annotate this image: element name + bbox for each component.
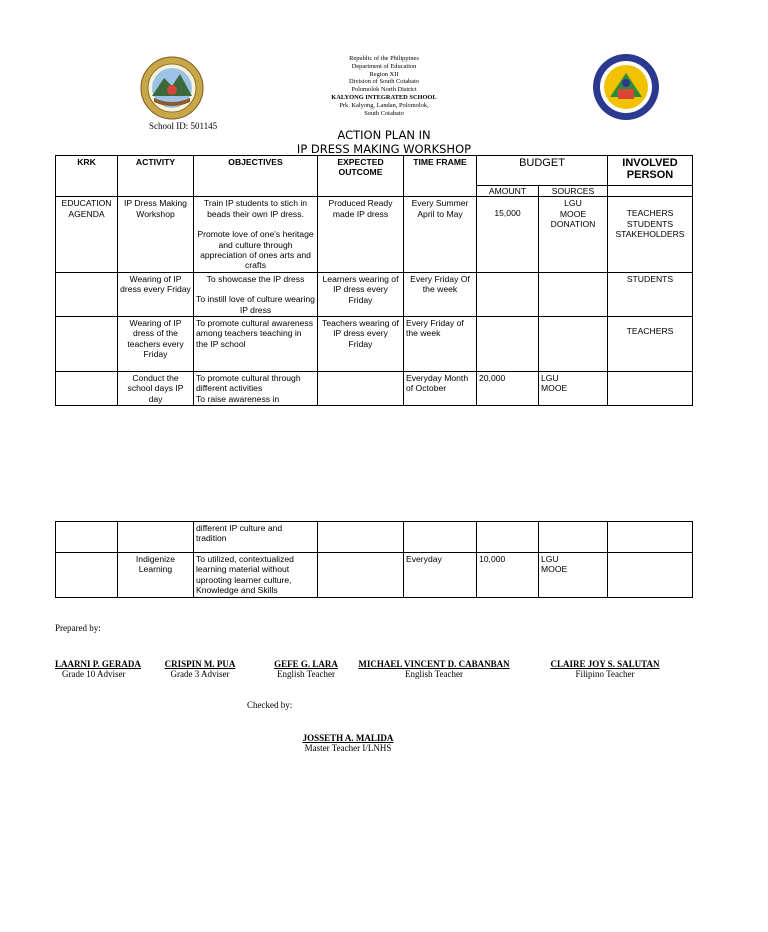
letterhead-line: Polomolok North District — [351, 86, 417, 94]
objective-text: To instill love of culture wearing IP dress — [196, 294, 315, 315]
signatory-role: Grade 3 Adviser — [170, 669, 230, 679]
letterhead-line: Prk. Kalyong, Landan, Polomolok, — [339, 101, 429, 109]
cell-sources — [539, 197, 608, 272]
letterhead-line: Republic of the Philippines — [349, 55, 419, 62]
cell-amount: 20,000 — [477, 372, 539, 406]
signatory-role: Grade 10 Adviser — [62, 669, 126, 679]
signatory — [352, 659, 516, 679]
empty-cell — [477, 272, 539, 316]
source-item: LGU — [541, 373, 559, 384]
objective-text: To raise awareness in — [196, 393, 280, 404]
signatory-name: MICHAEL VINCENT D. CABANBAN — [358, 659, 510, 669]
cell-sources — [539, 372, 608, 406]
signatory-name: CLAIRE JOY S. SALUTAN — [550, 659, 660, 669]
header-budget: BUDGET — [477, 156, 608, 186]
cell-objectives — [194, 372, 318, 406]
empty-cell — [56, 522, 118, 553]
cell-objectives — [194, 197, 318, 272]
cell-time-frame: Every Friday Of the week — [404, 272, 477, 316]
empty-cell — [608, 186, 693, 197]
source-item: DONATION — [550, 219, 596, 230]
table-row — [56, 522, 693, 553]
cell-involved: STUDENTS — [608, 272, 693, 316]
header-sources: SOURCES — [539, 186, 608, 197]
signatory-name: CRISPIN M. PUA — [164, 659, 236, 669]
cell-activity: Indigenize Learning — [118, 553, 194, 598]
empty-cell — [539, 522, 608, 553]
involved-item: STUDENTS — [626, 218, 674, 229]
empty-cell — [318, 522, 404, 553]
prepared-by-label: Prepared by: — [55, 623, 101, 633]
empty-cell — [318, 372, 404, 406]
letterhead-line: South Cotabato — [364, 109, 404, 117]
table-row — [56, 372, 693, 406]
involved-item: TEACHERS — [626, 208, 674, 219]
action-plan-table-continued — [55, 521, 693, 598]
signatory-name: LAARNI P. GERADA — [55, 659, 141, 669]
signatory-name: GEFE G. LARA — [274, 659, 338, 669]
empty-cell — [318, 553, 404, 598]
empty-cell — [56, 372, 118, 406]
letterhead-line: Department of Education — [351, 62, 417, 70]
empty-cell — [477, 317, 539, 372]
action-plan-table — [55, 155, 693, 406]
checked-by-label: Checked by: — [247, 700, 293, 710]
checker-name: JOSSETH A. MALIDA — [302, 733, 394, 743]
cell-time-frame: Everyday Month of October — [404, 372, 477, 406]
checker-role: Master Teacher I/LNHS — [304, 743, 392, 753]
header-expected-outcome: EXPECTED OUTCOME — [318, 156, 404, 197]
signatory-role: English Teacher — [277, 669, 335, 679]
empty-cell — [477, 522, 539, 553]
cell-outcome: Learners wearing of IP dress every Friday — [318, 272, 404, 316]
objective-text: Train IP students to stich in beads their own IP dress. — [203, 198, 308, 219]
source-item: LGU — [541, 554, 559, 564]
empty-cell — [56, 317, 118, 372]
signatory-role: Filipino Teacher — [575, 669, 635, 679]
letterhead-line: Division of South Cotabato — [348, 78, 420, 86]
cell-objectives: different IP culture and tradition — [194, 522, 318, 553]
cell-time-frame: Every Friday of the week — [404, 317, 477, 372]
empty-cell — [539, 317, 608, 372]
objective-text: To showcase the IP dress — [206, 273, 305, 284]
cell-amount: 15,000 — [477, 197, 539, 272]
empty-cell — [608, 553, 693, 598]
cell-objectives: To promote cultural awareness among teachers teaching in the IP school — [194, 317, 318, 372]
cell-objectives — [194, 272, 318, 316]
empty-cell — [608, 522, 693, 553]
objective-text: Promote love of one's heritage and culture through appreciation of ones arts and crafts — [197, 229, 314, 271]
letterhead — [300, 55, 468, 117]
source-item: LGU — [564, 198, 582, 209]
cell-activity: Conduct the school days IP day — [118, 372, 194, 406]
header-krk: KRK — [56, 156, 118, 197]
empty-cell — [118, 522, 194, 553]
empty-cell — [608, 372, 693, 406]
school-seal-logo — [140, 56, 204, 120]
table-row — [56, 272, 693, 316]
checker — [296, 733, 400, 753]
cell-amount: 10,000 — [477, 553, 539, 598]
cell-time-frame: Everyday — [404, 553, 477, 598]
letterhead-line: Region XII — [369, 70, 399, 78]
signatory — [55, 659, 145, 679]
empty-cell — [404, 522, 477, 553]
cell-outcome: Produced Ready made IP dress — [318, 197, 404, 272]
school-name: KALYONG INTEGRATED SCHOOL — [331, 93, 437, 101]
header-involved-person: INVOLVED PERSON — [608, 156, 693, 186]
empty-cell — [56, 272, 118, 316]
involved-item: STAKEHOLDERS — [615, 229, 685, 240]
cell-objectives: To utilized, contextualized learning material without uprooting learner culture, Knowledge and Skills — [194, 553, 318, 598]
cell-outcome: Teachers wearing of IP dress every Friday — [318, 317, 404, 372]
cell-involved — [608, 197, 693, 272]
signatory — [540, 659, 670, 679]
document-title: ACTION PLAN IN — [337, 128, 431, 142]
empty-cell — [539, 272, 608, 316]
empty-cell — [56, 553, 118, 598]
source-item: MOOE — [559, 208, 587, 219]
cell-activity: IP Dress Making Workshop — [118, 197, 194, 272]
document-subtitle: IP DRESS MAKING WORKSHOP — [296, 142, 472, 156]
header-activity: ACTIVITY — [118, 156, 194, 197]
table-row — [56, 197, 693, 272]
signatory — [266, 659, 346, 679]
objective-text: To promote cultural through different activities — [196, 373, 301, 394]
signatory-role: English Teacher — [405, 669, 463, 679]
cell-involved: TEACHERS — [608, 317, 693, 372]
header-amount: AMOUNT — [477, 186, 539, 197]
cell-activity: Wearing of IP dress of the teachers every Friday — [118, 317, 194, 372]
source-item: MOOE — [541, 564, 568, 575]
header-objectives: OBJECTIVES — [194, 156, 318, 197]
table-row — [56, 553, 693, 598]
cell-krk: EDUCATION AGENDA — [56, 197, 118, 272]
header-time-frame: TIME FRAME — [404, 156, 477, 197]
cell-sources — [539, 553, 608, 598]
cell-activity: Wearing of IP dress every Friday — [118, 272, 194, 316]
division-seal-logo — [592, 53, 660, 121]
source-item: MOOE — [541, 383, 568, 394]
cell-time-frame: Every Summer April to May — [404, 197, 477, 272]
school-id: School ID: 501145 — [149, 121, 218, 131]
table-row — [56, 317, 693, 372]
signatory — [160, 659, 240, 679]
